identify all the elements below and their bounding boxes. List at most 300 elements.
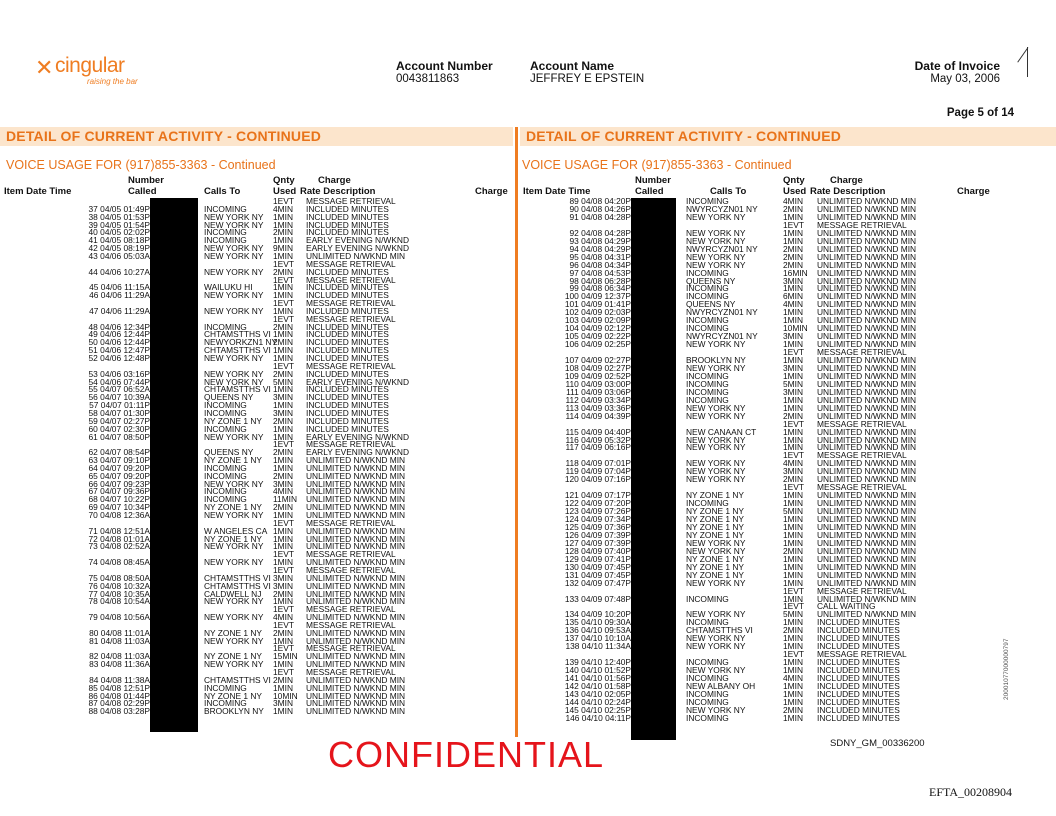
rate-description: MESSAGE RETRIEVAL [306, 313, 396, 324]
rate-description: UNLIMITED N/WKND MIN [306, 588, 406, 599]
calls-to: NEW YORK NY [686, 577, 746, 588]
item-date-time: 124 04/09 07:34P [564, 514, 631, 524]
quantity-used: 1MIN [783, 529, 804, 540]
cingular-logo-icon: ✕ [35, 55, 54, 80]
item-date-time: 37 04/05 01:49P [88, 203, 150, 214]
quantity-used: 1MIN [783, 394, 804, 405]
item-date-time: 46 04/06 11:29A [89, 290, 150, 301]
quantity-used: 1MIN [273, 635, 294, 646]
rate-description: UNLIMITED N/WKND MIN [306, 494, 406, 505]
charge-header-top-left: Charge [318, 175, 351, 186]
rate-description: UNLIMITED N/WKND MIN [306, 627, 406, 638]
rate-description: UNLIMITED N/WKND MIN [306, 706, 406, 717]
item-date-time: 110 04/09 03:00P [565, 378, 631, 389]
calls-to: CHTAMSTTHS VI [204, 674, 271, 685]
item-date-time: 44 04/06 10:27A [88, 266, 150, 277]
calls-to: NY ZONE 1 NY [204, 627, 263, 638]
quantity-used: 2MIN [783, 545, 804, 556]
calls-to: NY ZONE 1 NY [686, 506, 745, 517]
calls-to: CHTAMSTTHS VI [204, 580, 271, 591]
calls-to: NEW CANAAN CT [686, 426, 757, 437]
quantity-used: 11MIN [273, 494, 298, 505]
item-date-time: 133 04/09 07:48P [564, 593, 631, 604]
quantity-used: 1EVT [273, 643, 294, 654]
quantity-used: 1EVT [273, 604, 294, 615]
rate-description: EARLY EVENING N/WKND [306, 376, 410, 387]
rate-description: UNLIMITED N/WKND MIN [306, 674, 406, 685]
calls-to: NEW YORK NY [686, 474, 746, 485]
rate-description: UNLIMITED N/WKND MIN [817, 545, 917, 556]
quantity-used: 1MIN [783, 569, 804, 580]
item-date-time: 38 04/05 01:53P [88, 211, 150, 222]
calls-to: NWYRCYZN01 NY [686, 203, 758, 214]
quantity-used: 4MIN [783, 673, 804, 683]
calls-to: INCOMING [686, 688, 729, 699]
rate-description: UNLIMITED N/WKND MIN [817, 410, 917, 421]
rate-description: UNLIMITED N/WKND MIN [817, 434, 917, 445]
item-date-time: 83 04/08 11:36A [89, 659, 150, 670]
calls-to: QUEENS NY [204, 392, 254, 403]
item-date-time-header-right: Item Date Time [523, 186, 591, 197]
item-date-time: 113 04/09 03:36P [565, 402, 631, 413]
item-date-time: 108 04/09 02:27P [564, 362, 631, 373]
calls-to: WAILUKU HI [204, 282, 253, 293]
rate-description: UNLIMITED N/WKND MIN [817, 355, 917, 365]
rate-description: UNLIMITED N/WKND MIN [306, 510, 406, 520]
calls-to: NEW YORK NY [204, 353, 264, 363]
quantity-used: 1MIN [273, 525, 294, 536]
redaction-bar-left [150, 198, 198, 732]
rate-description: UNLIMITED N/WKND MIN [817, 283, 917, 294]
quantity-used: 1MIN [783, 696, 804, 707]
quantity-used: 1MIN [783, 339, 804, 350]
page-corner-mark [1027, 47, 1028, 77]
quantity-used: 1MIN [783, 490, 804, 501]
calls-to: NEW YORK NY [686, 641, 746, 652]
calls-to: NY ZONE 1 NY [204, 502, 263, 513]
rate-description: EARLY EVENING N/WKND [306, 243, 410, 254]
rate-description: INCLUDED MINUTES [817, 665, 900, 676]
item-date-time: 78 04/08 10:54A [88, 596, 150, 607]
quantity-used: 2MIN [783, 251, 804, 262]
item-date-time: 79 04/08 10:56A [88, 612, 150, 623]
calls-to: W ANGELES CA [204, 525, 268, 536]
quantity-used: 1MIN [273, 353, 294, 363]
calls-to: BROOKLYN NY [686, 355, 746, 365]
number-header-left: Number [128, 175, 164, 186]
item-date-time: 40 04/05 02:02P [88, 227, 150, 238]
rate-description: UNLIMITED N/WKND MIN [817, 569, 917, 580]
item-date-time: 140 04/10 01:52P [564, 665, 631, 676]
rate-description: INCLUDED MINUTES [306, 400, 389, 411]
calls-to: INCOMING [204, 470, 247, 481]
rate-description: MESSAGE RETRIEVAL [306, 564, 396, 575]
item-date-time: 146 04/10 04:11P [565, 712, 631, 723]
rate-description: EARLY EVENING N/WKND [306, 235, 410, 246]
item-date-time: 45 04/06 11:15A [89, 282, 150, 293]
rate-description: INCLUDED MINUTES [817, 657, 900, 668]
calls-to: QUEENS NY [204, 447, 254, 458]
calls-to: NEW YORK NY [686, 211, 746, 222]
rate-description: UNLIMITED N/WKND MIN [817, 529, 917, 540]
calls-to: INCOMING [204, 682, 247, 693]
rate-description: UNLIMITED N/WKND MIN [306, 525, 406, 536]
voice-usage-heading-left: VOICE USAGE FOR (917)855-3363 - Continued [6, 158, 276, 172]
item-date-time: 111 04/09 03:06P [566, 386, 631, 397]
calls-to: NEW YORK NY [204, 541, 264, 552]
rate-description: UNLIMITED N/WKND MIN [817, 299, 917, 310]
quantity-used: 1MIN [273, 706, 294, 717]
calls-to: NY ZONE 1 NY [686, 490, 745, 501]
item-date-time: 75 04/08 08:50A [88, 572, 150, 583]
item-date-time: 109 04/09 02:52P [564, 370, 631, 381]
quantity-used: 1MIN [783, 680, 804, 691]
calls-to: NEW YORK NY [204, 596, 264, 607]
rate-description: INCLUDED MINUTES [817, 680, 900, 691]
rate-description: UNLIMITED N/WKND MIN [306, 651, 406, 662]
item-date-time: 87 04/08 02:29P [88, 698, 150, 709]
quantity-used: 3MIN [783, 331, 804, 342]
quantity-used: 1EVT [273, 258, 294, 269]
calls-to: INCOMING [204, 486, 247, 497]
item-date-time: 85 04/08 12:51P [88, 682, 150, 693]
rate-description: UNLIMITED N/WKND MIN [817, 323, 917, 334]
number-header-right: Number [635, 175, 671, 186]
calls-to: NEW YORK NY [204, 368, 264, 379]
calls-to: NEW YORK NY [686, 609, 746, 620]
item-date-time: 91 04/08 04:28P [569, 211, 631, 222]
item-date-time: 103 04/09 02:09P [564, 315, 631, 326]
quantity-used: 2MIN [273, 674, 294, 685]
calls-to: NEW YORK NY [204, 478, 264, 489]
rate-description: INCLUDED MINUTES [817, 704, 900, 715]
calls-to: NEW YORK NY [686, 665, 746, 676]
item-date-time: 59 04/07 02:27P [88, 415, 150, 426]
rate-description: UNLIMITED N/WKND MIN [817, 235, 917, 246]
item-date-time: 80 04/08 11:01A [89, 627, 150, 638]
item-date-time: 118 04/09 07:01P [565, 458, 631, 469]
rate-description: UNLIMITED N/WKND MIN [306, 455, 406, 466]
item-date-time: 47 04/06 11:29A [89, 305, 150, 316]
quantity-used: 9MIN [273, 243, 294, 254]
item-date-time: 107 04/09 02:27P [564, 355, 631, 365]
quantity-used: 3MIN [783, 386, 804, 397]
calls-to: NEW YORK NY [204, 659, 264, 670]
item-date-time: 101 04/09 01:41P [564, 299, 631, 310]
item-date-time: 141 04/10 01:56P [564, 673, 631, 683]
invoice-date-label: Date of Invoice [914, 59, 1000, 73]
quantity-used: 1MIN [273, 682, 294, 693]
rate-description: UNLIMITED N/WKND MIN [306, 462, 406, 473]
calls-to: INCOMING [686, 378, 729, 389]
rate-description: CALL WAITING [817, 601, 876, 612]
quantity-used: 1MIN [783, 355, 804, 365]
calls-to: NEW YORK NY [204, 266, 264, 277]
calls-to: NEW YORK NY [686, 410, 746, 421]
item-date-time: 100 04/09 12:37P [564, 291, 631, 302]
calls-to: NEW YORK NY [686, 633, 746, 644]
rate-description: INCLUDED MINUTES [306, 353, 389, 363]
calls-to: INCOMING [204, 423, 247, 434]
item-date-time: 63 04/07 09:10P [88, 455, 150, 466]
quantity-used: 3MIN [273, 580, 294, 591]
item-date-time: 52 04/06 12:48P [88, 353, 150, 363]
redaction-bar-right [631, 198, 676, 740]
rate-description: MESSAGE RETRIEVAL [817, 585, 907, 596]
quantity-used: 1MIN [273, 455, 294, 466]
calls-to: NEW YORK NY [204, 510, 264, 520]
quantity-used: 1MIN [273, 235, 294, 246]
rate-description: UNLIMITED N/WKND MIN [817, 211, 917, 222]
item-date-time: 114 04/09 04:39P [565, 410, 631, 421]
calls-to: NY ZONE 1 NY [686, 514, 745, 524]
quantity-used: 4MIN [783, 458, 804, 469]
rate-description: UNLIMITED N/WKND MIN [817, 577, 917, 588]
item-date-time: 49 04/06 12:44P [88, 329, 150, 340]
quantity-used: 2MIN [273, 470, 294, 481]
rate-description: UNLIMITED N/WKND MIN [817, 339, 917, 350]
calls-to: INCOMING [686, 673, 729, 683]
calls-to: INCOMING [204, 494, 247, 505]
rate-description: UNLIMITED N/WKND MIN [817, 227, 917, 238]
qnty-header-left: Qnty [273, 175, 295, 186]
item-date-time: 65 04/07 09:20P [88, 470, 150, 481]
rate-description: INCLUDED MINUTES [306, 305, 389, 316]
quantity-used: 1MIN [783, 688, 804, 699]
item-date-time: 82 04/08 11:03A [89, 651, 150, 662]
rate-description: UNLIMITED N/WKND MIN [817, 251, 917, 262]
item-date-time: 145 04/10 02:25P [564, 704, 631, 715]
calls-to: BROOKLYN NY [204, 706, 264, 717]
quantity-used: 1EVT [273, 196, 294, 206]
account-name: JEFFREY E EPSTEIN [530, 73, 645, 85]
item-date-time: 126 04/09 07:39P [564, 529, 631, 540]
rate-description: MESSAGE RETRIEVAL [306, 517, 396, 528]
efta-number: EFTA_00208904 [929, 785, 1013, 799]
quantity-used: 1MIN [273, 431, 294, 442]
quantity-used: 1EVT [273, 549, 294, 560]
calls-to: NEW YORK NY [686, 434, 746, 445]
calls-to: NWYRCYZN01 NY [686, 331, 758, 342]
calls-to: NEW YORK NY [686, 251, 746, 262]
calls-to: CHTAMSTTHS VI [204, 345, 271, 356]
quantity-used: 2MIN [273, 502, 294, 513]
item-date-time: 105 04/09 02:22P [564, 331, 631, 342]
item-date-time: 53 04/06 03:16P [88, 368, 150, 379]
rate-description: UNLIMITED N/WKND MIN [306, 682, 406, 693]
item-date-time: 62 04/07 08:54P [88, 447, 150, 458]
calls-to: INCOMING [686, 267, 729, 278]
quantity-used: 15MIN [273, 651, 298, 662]
rate-description: UNLIMITED N/WKND MIN [306, 690, 406, 701]
item-date-time: 56 04/07 10:39A [88, 392, 150, 403]
rate-description: UNLIMITED N/WKND MIN [306, 478, 406, 489]
quantity-used: 1MIN [783, 633, 804, 644]
item-date-time: 130 04/09 07:45P [564, 561, 631, 572]
quantity-used: 1MIN [273, 211, 294, 222]
item-date-time: 123 04/09 07:26P [564, 506, 631, 517]
quantity-used: 1EVT [273, 274, 294, 285]
item-date-time: 139 04/10 12:40P [564, 657, 631, 668]
quantity-used: 1MIN [783, 235, 804, 246]
item-date-time: 95 04/08 04:31P [569, 251, 631, 262]
quantity-used: 1MIN [783, 561, 804, 572]
quantity-used: 3MIN [783, 362, 804, 373]
rate-description: UNLIMITED N/WKND MIN [817, 442, 917, 453]
calls-to: NEW YORK NY [204, 290, 264, 301]
rate-description: MESSAGE RETRIEVAL [306, 439, 396, 450]
rate-description: INCLUDED MINUTES [306, 282, 389, 293]
quantity-used: 1MIN [783, 426, 804, 437]
rate-description: MESSAGE RETRIEVAL [306, 196, 396, 206]
item-date-time: 69 04/07 10:34P [88, 502, 150, 513]
rate-description: UNLIMITED N/WKND MIN [306, 502, 406, 513]
quantity-used: 1EVT [273, 667, 294, 677]
called-header-right: Called [635, 186, 664, 197]
calls-to: NEW YORK NY [686, 235, 746, 246]
rate-description: UNLIMITED N/WKND MIN [817, 514, 917, 524]
rate-description: UNLIMITED N/WKND MIN [817, 267, 917, 278]
item-date-time: 127 04/09 07:39P [564, 537, 631, 548]
quantity-used: 1EVT [783, 219, 804, 230]
quantity-used: 1MIN [273, 305, 294, 316]
item-date-time: 94 04/08 04:29P [569, 243, 631, 254]
calls-to: INCOMING [204, 321, 247, 332]
item-date-time: 84 04/08 11:38A [89, 674, 150, 685]
charge-header-left: Charge [475, 186, 508, 197]
rate-description: UNLIMITED N/WKND MIN [817, 378, 917, 389]
charge-header-right: Charge [957, 186, 990, 197]
rate-description: INCLUDED MINUTES [306, 219, 389, 230]
calls-to: NY ZONE 1 NY [686, 553, 745, 564]
quantity-used: 2MIN [783, 410, 804, 421]
item-date-time: 144 04/10 02:24P [564, 696, 631, 707]
quantity-used: 2MIN [783, 704, 804, 715]
rate-description: INCLUDED MINUTES [306, 266, 389, 277]
calls-to: NWYRCYZN01 NY [686, 307, 758, 318]
calls-to-header-left: Calls To [204, 186, 241, 197]
item-date-time: 135 04/10 09:30A [564, 617, 631, 628]
rate-description: INCLUDED MINUTES [306, 407, 389, 418]
called-header-left: Called [128, 186, 157, 197]
rate-description: INCLUDED MINUTES [817, 625, 900, 636]
quantity-used: 1MIN [783, 514, 804, 524]
rate-description: INCLUDED MINUTES [306, 384, 389, 395]
calls-to: NEW YORK NY [204, 250, 264, 261]
calls-to: NEW YORK NY [204, 305, 264, 316]
item-date-time-header-left: Item Date Time [4, 186, 72, 197]
quantity-used: 1EVT [273, 439, 294, 450]
rate-description: UNLIMITED N/WKND MIN [817, 593, 917, 604]
item-date-time: 66 04/07 09:23P [88, 478, 150, 489]
rate-description: EARLY EVENING N/WKND [306, 431, 410, 442]
account-number: 0043811863 [396, 73, 460, 85]
quantity-used: 1MIN [783, 712, 804, 723]
calls-to: NEW YORK NY [204, 219, 264, 230]
rate-description: INCLUDED MINUTES [817, 712, 900, 723]
rate-description: UNLIMITED N/WKND MIN [817, 307, 917, 318]
rate-description: UNLIMITED N/WKND MIN [817, 275, 917, 286]
quantity-used: 1MIN [783, 442, 804, 453]
quantity-used: 5MIN [783, 506, 804, 517]
quantity-used: 10MIN [783, 323, 808, 334]
calls-to: NEW YORK NY [686, 442, 746, 453]
rate-description: UNLIMITED N/WKND MIN [817, 474, 917, 485]
item-date-time: 61 04/07 08:50P [88, 431, 150, 442]
calls-to: INCOMING [686, 657, 729, 668]
quantity-used: 3MIN [783, 275, 804, 286]
rate-description: UNLIMITED N/WKND MIN [306, 470, 406, 481]
calls-to: INCOMING [686, 593, 729, 604]
calls-to: INCOMING [686, 394, 729, 405]
item-date-time: 106 04/09 02:25P [564, 339, 631, 350]
quantity-used: 6MIN [783, 291, 804, 302]
quantity-used: 3MIN [273, 407, 294, 418]
quantity-used: 1MIN [783, 283, 804, 294]
item-date-time: 92 04/08 04:28P [569, 227, 631, 238]
cingular-logo-text: cingular [55, 54, 125, 77]
calls-to: NEW YORK NY [686, 227, 746, 238]
rate-description: UNLIMITED N/WKND MIN [306, 557, 406, 568]
item-date-time: 60 04/07 02:30P [88, 423, 150, 434]
quantity-used: 5MIN [783, 378, 804, 389]
side-document-id: 20001077000000797 [1003, 638, 1010, 700]
rate-description: MESSAGE RETRIEVAL [306, 667, 396, 677]
quantity-used: 5MIN [273, 376, 294, 387]
calls-to: NY ZONE 1 NY [686, 521, 745, 532]
rate-description: UNLIMITED N/WKND MIN [817, 259, 917, 270]
qnty-header-right: Qnty [783, 175, 805, 186]
item-date-time: 67 04/07 09:36P [88, 486, 150, 497]
rate-description-header-right: Rate Description [810, 186, 886, 197]
quantity-used: 1EVT [273, 298, 294, 309]
item-date-time: 112 04/09 03:34P [565, 394, 631, 405]
rate-description: INCLUDED MINUTES [306, 321, 389, 332]
quantity-used: 1EVT [273, 313, 294, 324]
rate-description: MESSAGE RETRIEVAL [817, 450, 907, 461]
rate-description: INCLUDED MINUTES [817, 688, 900, 699]
quantity-used: 2MIN [783, 243, 804, 254]
quantity-used: 1MIN [783, 498, 804, 509]
quantity-used: 1MIN [783, 307, 804, 318]
quantity-used: 1MIN [783, 211, 804, 222]
quantity-used: 1EVT [783, 601, 804, 612]
quantity-used: 3MIN [273, 572, 294, 583]
rate-description-header-left: Rate Description [300, 186, 376, 197]
item-date-time: 99 04/08 06:34P [569, 283, 631, 294]
rate-description: UNLIMITED N/WKND MIN [817, 521, 917, 532]
rate-description: INCLUDED MINUTES [817, 633, 900, 644]
item-date-time: 72 04/08 01:01A [88, 533, 150, 544]
calls-to: INCOMING [204, 407, 247, 418]
quantity-used: 2MIN [273, 227, 294, 238]
logo-tagline: raising the bar [87, 77, 138, 86]
rate-description: UNLIMITED N/WKND MIN [817, 561, 917, 572]
rate-description: INCLUDED MINUTES [306, 423, 389, 434]
rate-description: UNLIMITED N/WKND MIN [306, 596, 406, 607]
calls-to: INCOMING [686, 315, 729, 326]
quantity-used: 1MIN [273, 541, 294, 552]
calls-to: NEW YORK NY [204, 431, 264, 442]
rate-description: UNLIMITED N/WKND MIN [817, 458, 917, 469]
rate-description: UNLIMITED N/WKND MIN [817, 331, 917, 342]
item-date-time: 115 04/09 04:40P [565, 426, 631, 437]
item-date-time: 93 04/08 04:29P [569, 235, 631, 246]
calls-to: INCOMING [686, 283, 729, 294]
calls-to: NY ZONE 1 NY [204, 455, 263, 466]
rate-description: MESSAGE RETRIEVAL [306, 643, 396, 654]
item-date-time: 71 04/08 12:51A [88, 525, 150, 536]
